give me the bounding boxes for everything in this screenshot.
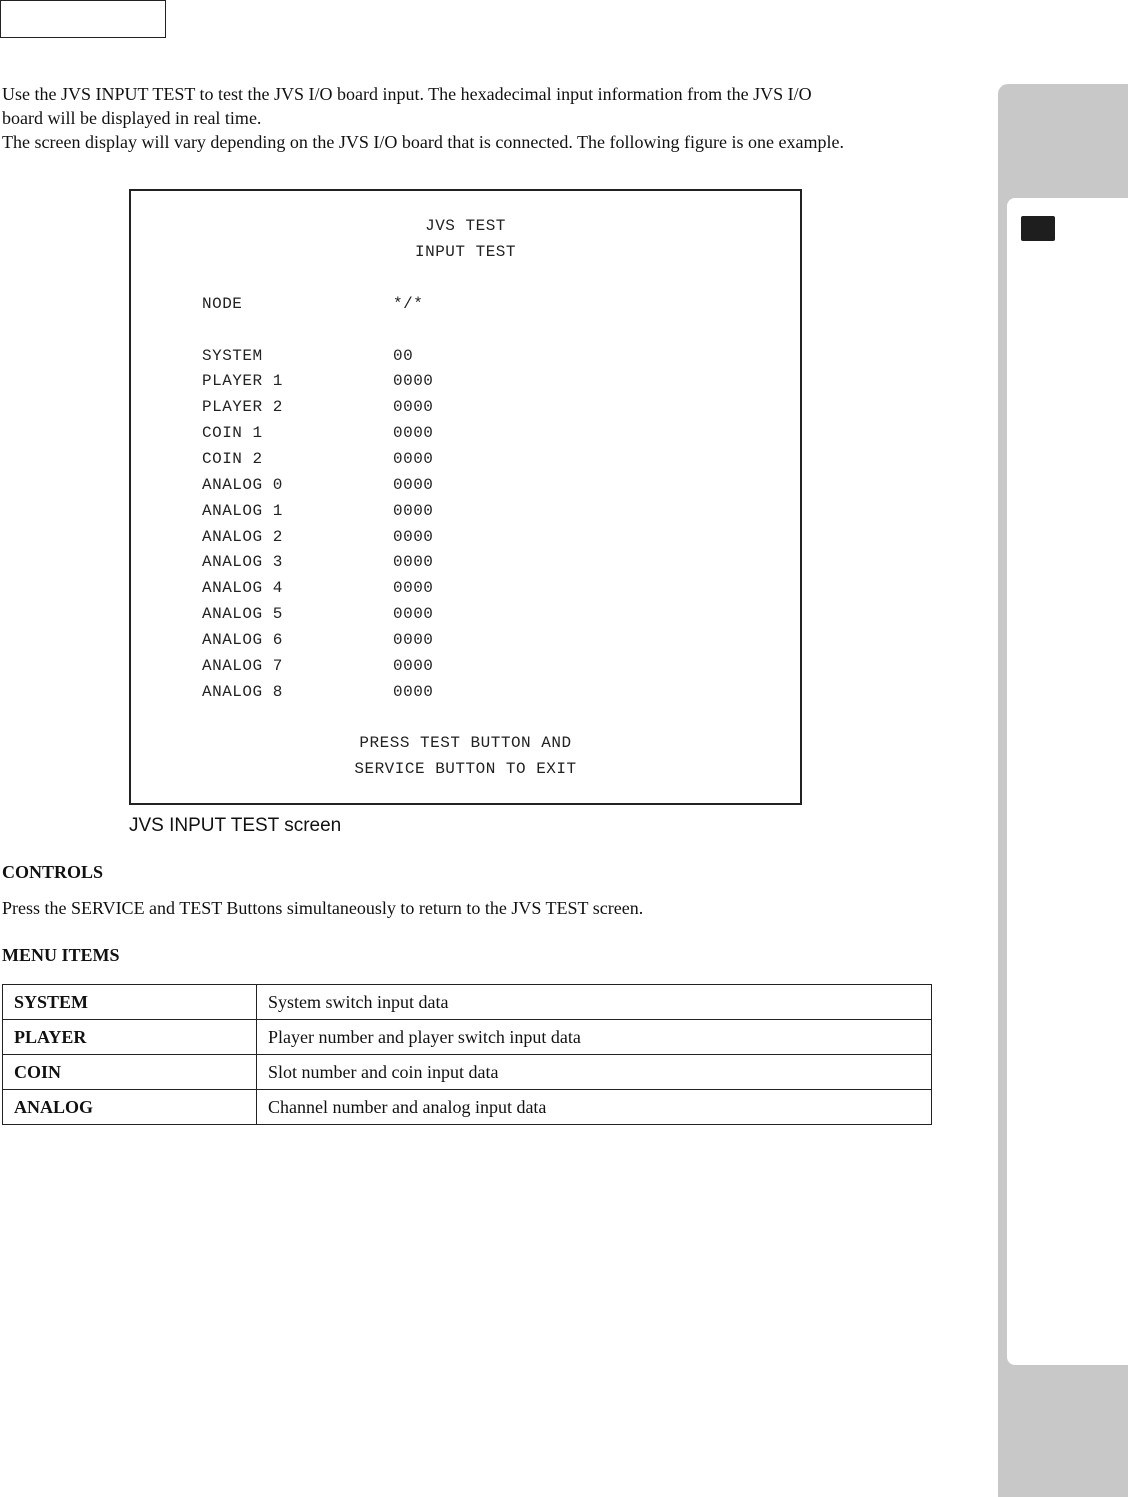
table-key-cell: SYSTEM [3,985,257,1020]
table-key-cell: ANALOG [3,1090,257,1125]
screen-title-2: INPUT TEST [414,243,516,261]
row-value: 0000 [393,398,434,416]
row-value: 0000 [393,528,434,546]
table-desc-cell: Slot number and coin input data [257,1055,932,1090]
row-label: COIN 2 [202,450,263,468]
node-label: NODE [202,295,243,313]
row-value: 0000 [393,450,434,468]
row-label: ANALOG 4 [202,579,283,597]
intro-line-2: board will be displayed in real time. [2,108,262,128]
row-value: 0000 [393,579,434,597]
table-key-cell: COIN [3,1055,257,1090]
row-value: 0000 [393,502,434,520]
row-label: ANALOG 8 [202,683,283,701]
table-desc-cell: System switch input data [257,985,932,1020]
figure-caption: JVS INPUT TEST screen [129,815,342,836]
row-value: 0000 [393,683,434,701]
row-label: ANALOG 2 [202,528,283,546]
intro-line-1: Use the JVS INPUT TEST to test the JVS I/O board input. The hexadecimal input information from the JVS I/O [2,84,812,104]
menu-items-heading: MENU ITEMS [2,945,120,965]
table-row [3,1055,932,1090]
row-label: ANALOG 0 [202,476,283,494]
table-desc-cell: Channel number and analog input data [257,1090,932,1125]
row-value: 0000 [393,657,434,675]
controls-heading: CONTROLS [2,862,104,882]
menu-items-table [2,984,932,1125]
node-value: */* [393,295,424,313]
table-row [3,985,932,1020]
table-row [3,1090,932,1125]
row-value: 00 [393,347,414,365]
row-value: 0000 [393,605,434,623]
row-value: 0000 [393,553,434,571]
row-label: ANALOG 5 [202,605,283,623]
side-index-tab-marker [1021,216,1055,241]
jvs-input-test-screen-figure [129,189,802,805]
row-label: SYSTEM [202,347,263,365]
table-row [3,1020,932,1055]
screen-footer-1: PRESS TEST BUTTON AND [359,734,572,752]
side-index-panel [1007,198,1128,1365]
row-label: ANALOG 3 [202,553,283,571]
row-value: 0000 [393,476,434,494]
row-label: ANALOG 6 [202,631,283,649]
row-value: 0000 [393,631,434,649]
screen-title-1: JVS TEST [425,217,506,235]
row-label: PLAYER 1 [202,372,283,390]
screen-footer-2: SERVICE BUTTON TO EXIT [354,760,577,778]
header-box [0,0,166,38]
intro-line-3: The screen display will vary depending on the JVS I/O board that is connected. The following figure is one example. [2,132,844,152]
row-label: PLAYER 2 [202,398,283,416]
row-label: ANALOG 7 [202,657,283,675]
row-label: ANALOG 1 [202,502,283,520]
row-label: COIN 1 [202,424,263,442]
controls-text: Press the SERVICE and TEST Buttons simultaneously to return to the JVS TEST screen. [2,898,644,918]
row-value: 0000 [393,424,434,442]
table-key-cell: PLAYER [3,1020,257,1055]
intro-text [2,82,962,154]
row-value: 0000 [393,372,434,390]
table-desc-cell: Player number and player switch input data [257,1020,932,1055]
